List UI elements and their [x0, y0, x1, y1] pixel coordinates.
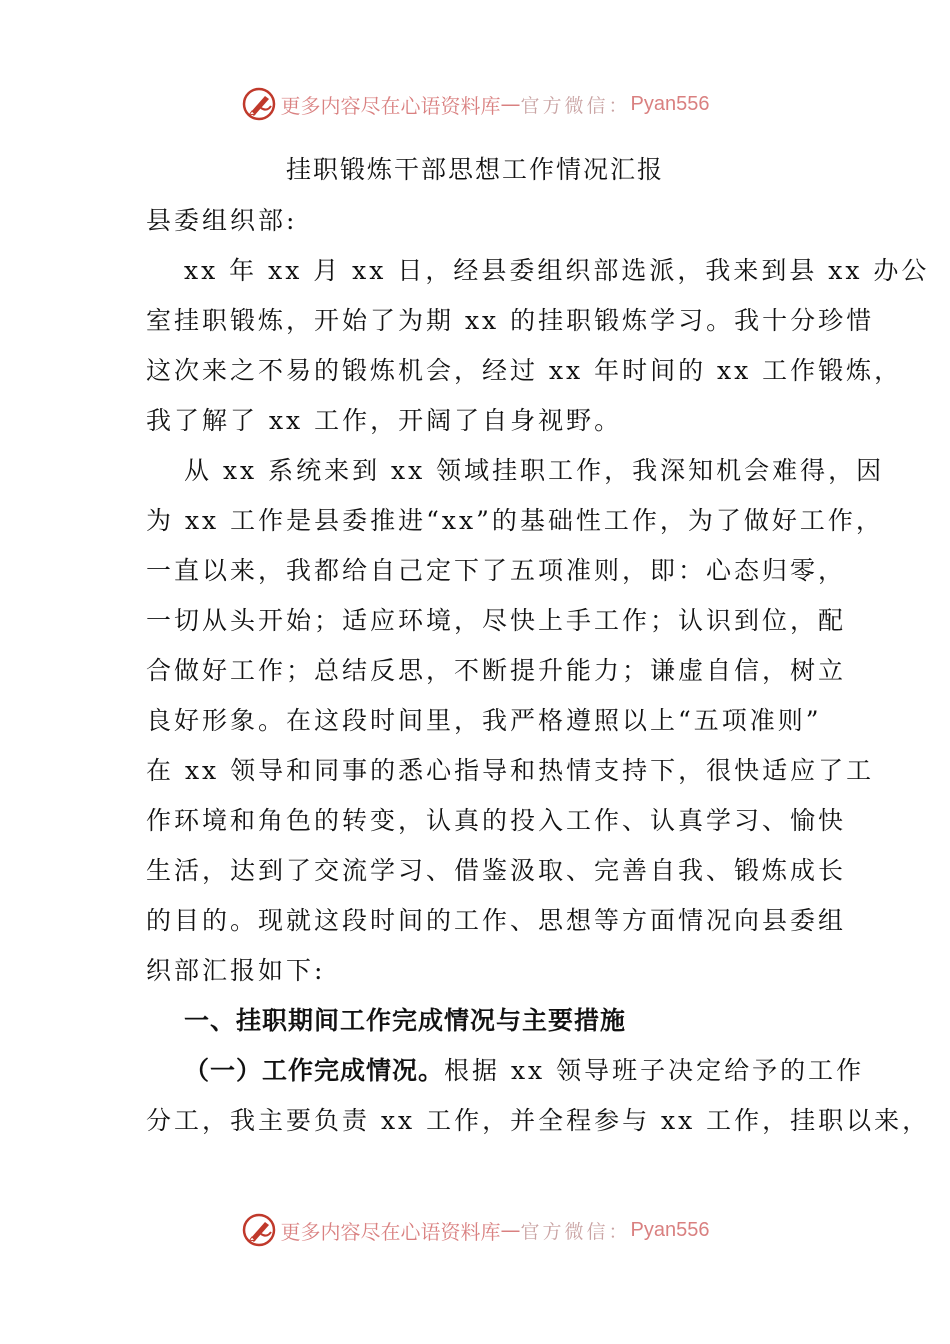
pen-logo-icon: [241, 86, 277, 122]
paragraph-line: 在 xx 领导和同事的悉心指导和热情支持下，很快适应了工: [146, 756, 875, 785]
watermark-banner-top: [0, 84, 950, 124]
paragraph-line: 从 xx 系统来到 xx 领域挂职工作，我深知机会难得，因: [184, 456, 885, 485]
subsection-text: 根据 xx 领导班子决定给予的工作: [444, 1056, 865, 1085]
paragraph-line: 分工，我主要负责 xx 工作，并全程参与 xx 工作，挂职以来，: [146, 1106, 931, 1135]
watermark-dash: —: [500, 1218, 521, 1242]
paragraph-line: 生活，达到了交流学习、借鉴汲取、完善自我、锻炼成长: [146, 856, 847, 885]
watermark-wechat-id: Pyan556: [630, 1218, 710, 1241]
paragraph-line: 合做好工作；总结反思，不断提升能力；谦虚自信，树立: [146, 656, 847, 685]
subsection-heading: （一）工作完成情况。: [184, 1056, 445, 1085]
pen-logo-icon: [241, 1212, 277, 1248]
watermark-banner-bottom: [0, 1210, 950, 1250]
salutation: 县委组织部:: [146, 206, 298, 235]
paragraph-line: 的目的。现就这段时间的工作、思想等方面情况向县委组: [146, 906, 847, 935]
paragraph-line: 一切从头开始；适应环境，尽快上手工作；认识到位，配: [146, 606, 847, 635]
paragraph-line: 织部汇报如下:: [146, 956, 326, 985]
paragraph-line: 一直以来，我都给自己定下了五项准则，即：心态归零，: [146, 556, 847, 585]
document-body: [146, 196, 931, 1146]
paragraph-line: 这次来之不易的锻炼机会，经过 xx 年时间的 xx 工作锻炼，: [146, 356, 903, 385]
watermark-dash: —: [500, 92, 521, 116]
document-title: 挂职锻炼干部思想工作情况汇报: [285, 155, 664, 184]
paragraph-line: 我了解了 xx 工作，开阔了自身视野。: [146, 406, 623, 435]
paragraph-line: 作环境和角色的转变，认真的投入工作、认真学习、愉快: [146, 806, 847, 835]
section-heading: 一、挂职期间工作完成情况与主要措施: [184, 1006, 627, 1035]
subsection-line: [146, 1046, 865, 1096]
watermark-wechat-label: 官方微信：: [520, 94, 631, 117]
watermark-wechat-id: Pyan556: [630, 92, 710, 115]
paragraph-line: 为 xx 工作是县委推进“xx”的基础性工作，为了做好工作，: [146, 506, 884, 535]
watermark-site-text: 更多内容尽在心语资料库: [280, 1219, 501, 1244]
paragraph-line: 良好形象。在这段时间里，我严格遵照以上“五项准则”: [146, 706, 822, 735]
watermark-wechat-label: 官方微信：: [520, 1220, 631, 1243]
paragraph-line: xx 年 xx 月 xx 日，经县委组织部选派，我来到县 xx 办公: [184, 256, 930, 285]
paragraph-line: 室挂职锻炼，开始了为期 xx 的挂职锻炼学习。我十分珍惜: [146, 306, 875, 335]
watermark-site-text: 更多内容尽在心语资料库: [280, 93, 501, 118]
